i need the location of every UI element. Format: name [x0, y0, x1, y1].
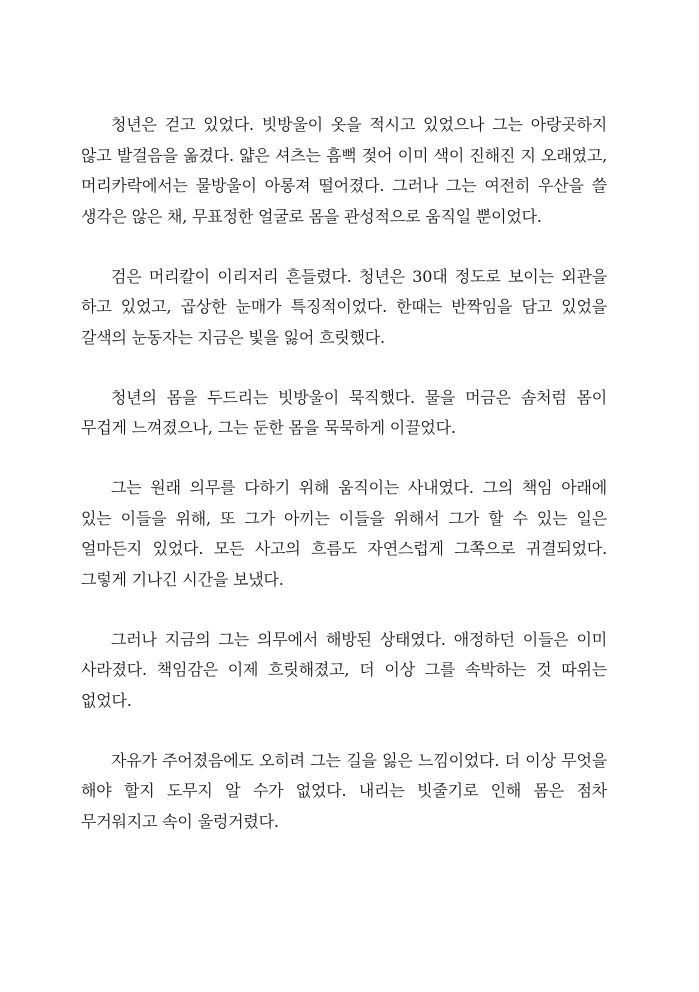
paragraph-1: 청년은 걷고 있었다. 빗방울이 옷을 적시고 있었으나 그는 아랑곳하지 않고 발걸음을 옮겼다. 얇은 셔츠는 흠뻑 젖어 이미 색이 진해진 지 오래였고, 머리카락에서는 물방울이 아롱져 떨어졌다. 그러나 그는 여전히 우산을 쓸 생각은 않은 채, 무표정한 얼굴로 몸을 관성적으로 움직일 뿐이었다.	[81, 115, 607, 226]
paragraph-4: 그는 원래 의무를 다하기 위해 움직이는 사내였다. 그의 책임 아래에 있는 이들을 위해, 또 그가 아끼는 이들을 위해서 그가 할 수 있는 일은 얼마든지 있었다. 모든 사고의 흐름도 자연스럽게 그쪽으로 귀결되었다. 그렇게 기나긴 시간을 보냈다.	[81, 478, 607, 589]
paragraph-2: 검은 머리칼이 이리저리 흔들렸다. 청년은 30대 정도로 보이는 외관을 하고 있었고, 곱상한 눈매가 특징적이었다. 한때는 반짝임을 담고 있었을 갈색의 눈동자는 지금은 빛을 잃어 흐릿했다.	[81, 266, 607, 347]
paragraph-5: 그러나 지금의 그는 의무에서 해방된 상태였다. 애정하던 이들은 이미 사라졌다. 책임감은 이제 흐릿해졌고, 더 이상 그를 속박하는 것 따위는 없었다.	[81, 629, 607, 710]
paragraph-3: 청년의 몸을 두드리는 빗방울이 묵직했다. 물을 머금은 솜처럼 몸이 무겁게 느껴졌으나, 그는 둔한 몸을 묵묵하게 이끌었다.	[81, 387, 607, 437]
story-text	[81, 110, 607, 837]
paragraph-6: 자유가 주어졌음에도 오히려 그는 길을 잃은 느낌이었다. 더 이상 무엇을 해야 할지 도무지 알 수가 없었다. 내리는 빗줄기로 인해 몸은 점차 무거워지고 속이 울렁거렸다.	[81, 750, 607, 831]
